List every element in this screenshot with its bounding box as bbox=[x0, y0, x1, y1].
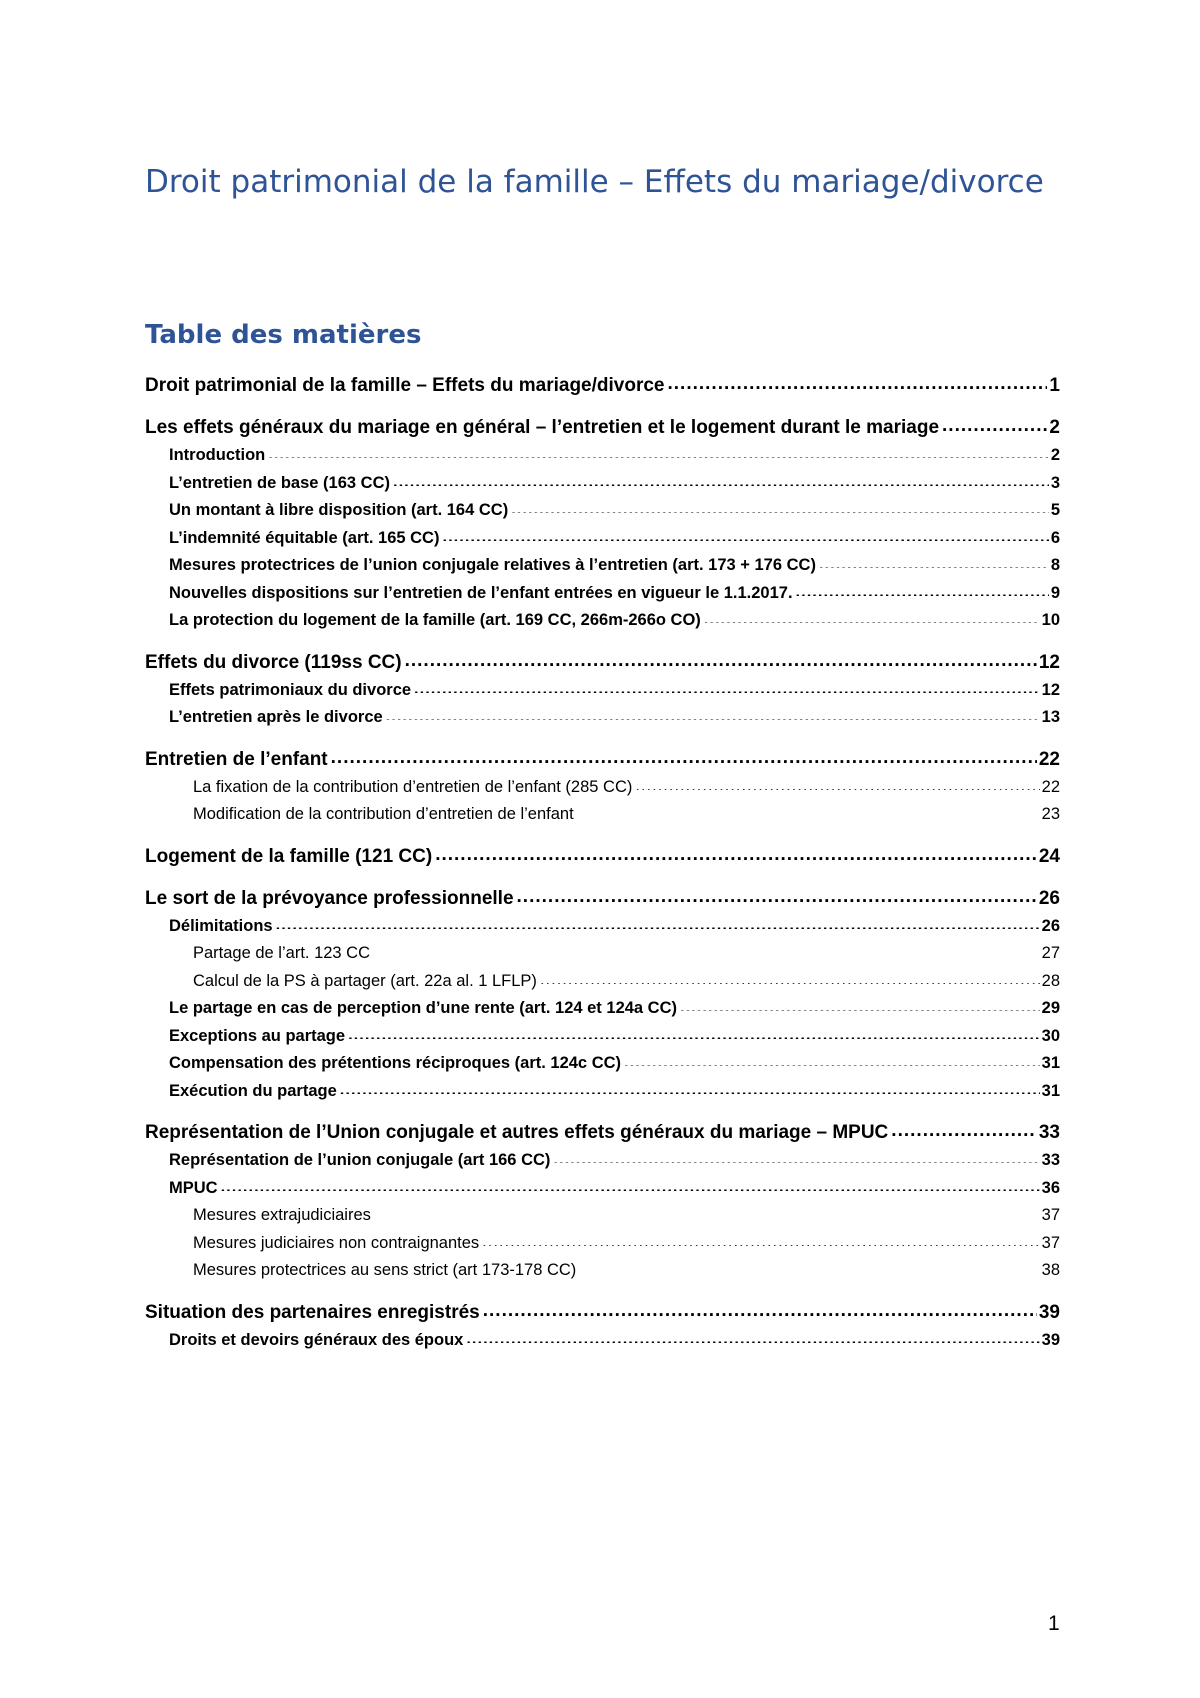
toc-dot-leader bbox=[819, 552, 1049, 569]
toc-entry-level-2[interactable] bbox=[145, 525, 1060, 553]
toc-entry-level-1[interactable] bbox=[145, 885, 1060, 913]
toc-entry-page: 37 bbox=[1041, 1206, 1060, 1224]
toc-dot-leader bbox=[374, 1202, 1040, 1219]
toc-entry-level-2[interactable] bbox=[145, 552, 1060, 580]
toc-entry-page: 27 bbox=[1041, 944, 1060, 962]
toc-entry-text: L’entretien après le divorce bbox=[169, 708, 383, 726]
toc-entry-text: Représentation de l’Union conjugale et autres effets généraux du mariage – MPUC bbox=[145, 1122, 889, 1143]
toc-entry-text: L’indemnité équitable (art. 165 CC) bbox=[169, 528, 440, 547]
toc-entry-text: Compensation des prétentions réciproques (art. 124c CC) bbox=[169, 1054, 622, 1072]
toc-entry-page: 31 bbox=[1041, 1054, 1060, 1072]
toc-entry-page: 2 bbox=[1049, 417, 1060, 438]
toc-entry-level-2[interactable] bbox=[145, 677, 1060, 705]
toc-dot-leader bbox=[276, 912, 1040, 929]
toc-dot-leader bbox=[340, 1077, 1040, 1094]
toc-entry-level-2[interactable] bbox=[145, 1078, 1060, 1106]
toc-entry-level-3[interactable] bbox=[145, 1257, 1060, 1285]
toc-entry-level-3[interactable] bbox=[145, 940, 1060, 968]
toc-dot-leader bbox=[796, 579, 1049, 596]
toc-entry-page: 33 bbox=[1041, 1151, 1060, 1169]
toc-heading: Table des matières bbox=[145, 320, 422, 350]
toc-entry-page: 38 bbox=[1041, 1261, 1060, 1279]
toc-entry-text: Le partage en cas de perception d’une rente (art. 124 et 124a CC) bbox=[169, 999, 678, 1017]
toc-entry-level-3[interactable] bbox=[145, 1202, 1060, 1230]
toc-entry-text: Nouvelles dispositions sur l’entretien de l’enfant entrées en vigueur le 1.1.2017. bbox=[169, 583, 793, 602]
toc-entry-text: La protection du logement de la famille (art. 169 CC, 266m-266o CO) bbox=[169, 611, 701, 629]
toc-entry-level-1[interactable] bbox=[145, 1119, 1060, 1147]
toc-dot-leader bbox=[466, 1326, 1039, 1343]
toc-dot-leader bbox=[624, 1050, 1040, 1067]
toc-entry-text: Droits et devoirs généraux des époux bbox=[169, 1330, 464, 1349]
toc-entry-level-2[interactable] bbox=[145, 580, 1060, 608]
toc-entry-text: Effets du divorce (119ss CC) bbox=[145, 651, 402, 673]
toc-entry-level-1[interactable] bbox=[145, 372, 1060, 400]
toc-dot-leader bbox=[435, 841, 1037, 860]
toc-entry-text: Situation des partenaires enregistrés bbox=[145, 1301, 480, 1323]
toc-entry-level-2[interactable] bbox=[145, 497, 1060, 525]
toc-entry-page: 26 bbox=[1038, 887, 1060, 909]
toc-entry-page: 31 bbox=[1041, 1081, 1060, 1100]
toc-entry-page: 1 bbox=[1049, 375, 1060, 396]
toc-entry-text: MPUC bbox=[169, 1178, 218, 1197]
toc-entry-level-1[interactable] bbox=[145, 649, 1060, 677]
toc-entry-text: Logement de la famille (121 CC) bbox=[145, 845, 433, 867]
toc-dot-leader bbox=[386, 704, 1040, 721]
toc-entry-level-1[interactable] bbox=[145, 1299, 1060, 1327]
toc-dot-leader bbox=[373, 940, 1040, 957]
toc-entry-page: 12 bbox=[1041, 680, 1060, 699]
toc-entry-text: L’entretien de base (163 CC) bbox=[169, 473, 390, 492]
toc-entry-level-2[interactable] bbox=[145, 1023, 1060, 1051]
toc-entry-page: 9 bbox=[1050, 583, 1060, 602]
toc-entry-level-2[interactable] bbox=[145, 1147, 1060, 1175]
toc-entry-text: Modification de la contribution d’entretien de l’enfant bbox=[193, 805, 574, 823]
toc-dot-leader bbox=[577, 801, 1040, 818]
toc-entry-page: 28 bbox=[1041, 971, 1060, 990]
toc-entry-page: 37 bbox=[1041, 1233, 1060, 1252]
toc-entry-text: Droit patrimonial de la famille – Effets du mariage/divorce bbox=[145, 375, 665, 396]
toc-entry-text: Les effets généraux du mariage en général – l’entretien et le logement durant le mariage bbox=[145, 417, 940, 438]
toc-entry-level-3[interactable] bbox=[145, 774, 1060, 802]
toc-dot-leader bbox=[511, 497, 1049, 514]
toc-entry-page: 26 bbox=[1041, 916, 1060, 935]
toc-dot-leader bbox=[635, 773, 1039, 790]
toc-dot-leader bbox=[540, 967, 1040, 984]
toc-entry-text: La fixation de la contribution d’entretien de l’enfant (285 CC) bbox=[193, 777, 633, 796]
toc-entry-page: 29 bbox=[1041, 999, 1060, 1017]
toc-entry-page: 36 bbox=[1041, 1178, 1060, 1197]
toc-entry-page: 22 bbox=[1041, 777, 1060, 796]
toc-entry-page: 30 bbox=[1041, 1026, 1060, 1045]
toc-dot-leader bbox=[891, 1117, 1037, 1136]
toc-entry-level-2[interactable] bbox=[145, 1327, 1060, 1355]
toc-entry-level-1[interactable] bbox=[145, 746, 1060, 774]
toc-entry-page: 23 bbox=[1041, 805, 1060, 823]
toc-entry-text: Entretien de l’enfant bbox=[145, 748, 328, 770]
toc-entry-level-3[interactable] bbox=[145, 801, 1060, 829]
toc-dot-leader bbox=[704, 607, 1040, 624]
toc-dot-leader bbox=[405, 647, 1037, 666]
toc-entry-text: Un montant à libre disposition (art. 164 CC) bbox=[169, 501, 509, 519]
toc-dot-leader bbox=[667, 370, 1047, 389]
toc-dot-leader bbox=[348, 1022, 1040, 1039]
toc-dot-leader bbox=[483, 1297, 1037, 1316]
toc-dot-leader bbox=[942, 412, 1047, 431]
toc-entry-text: Représentation de l’union conjugale (art 166 CC) bbox=[169, 1151, 551, 1169]
toc-entry-page: 39 bbox=[1038, 1301, 1060, 1323]
toc-dot-leader bbox=[553, 1147, 1039, 1164]
toc-entry-page: 39 bbox=[1041, 1330, 1060, 1349]
page-number: 1 bbox=[1048, 1612, 1060, 1635]
toc-entry-level-3[interactable] bbox=[145, 1230, 1060, 1258]
toc-entry-level-2[interactable] bbox=[145, 607, 1060, 635]
toc-entry-text: Calcul de la PS à partager (art. 22a al. 1 LFLP) bbox=[193, 971, 537, 990]
toc-entry-text: Mesures judiciaires non contraignantes bbox=[193, 1233, 480, 1252]
toc-entry-text: Mesures protectrices de l’union conjugale relatives à l’entretien (art. 173 + 176 CC) bbox=[169, 556, 816, 574]
toc-dot-leader bbox=[680, 995, 1040, 1012]
toc-entry-level-2[interactable] bbox=[145, 704, 1060, 732]
toc-entry-text: Mesures protectrices au sens strict (art 173-178 CC) bbox=[193, 1261, 577, 1279]
toc-entry-page: 2 bbox=[1050, 446, 1060, 464]
toc-entry-page: 24 bbox=[1038, 845, 1060, 867]
toc-entry-text: Mesures extrajudiciaires bbox=[193, 1206, 371, 1224]
toc-entry-level-2[interactable] bbox=[145, 470, 1060, 498]
toc-entry-level-2[interactable] bbox=[145, 442, 1060, 470]
toc-entry-level-3[interactable] bbox=[145, 968, 1060, 996]
toc-entry-page: 33 bbox=[1038, 1122, 1060, 1143]
toc-dot-leader bbox=[442, 524, 1048, 541]
toc-dot-leader bbox=[579, 1257, 1039, 1274]
toc-entry-text: Le sort de la prévoyance professionnelle bbox=[145, 887, 514, 909]
toc-dot-leader bbox=[331, 744, 1037, 763]
toc-dot-leader bbox=[414, 676, 1040, 693]
document-title: Droit patrimonial de la famille – Effets du mariage/divorce bbox=[145, 164, 1044, 200]
toc-entry-text: Partage de l’art. 123 CC bbox=[193, 944, 371, 962]
toc-entry-page: 10 bbox=[1041, 611, 1060, 629]
toc-entry-page: 3 bbox=[1050, 473, 1060, 492]
toc-entry-page: 6 bbox=[1050, 528, 1060, 547]
toc-dot-leader bbox=[517, 883, 1037, 902]
toc-entry-level-1[interactable] bbox=[145, 843, 1060, 871]
toc-entry-text: Introduction bbox=[169, 446, 266, 464]
toc-dot-leader bbox=[268, 442, 1049, 459]
toc-entry-level-2[interactable] bbox=[145, 913, 1060, 941]
toc-dot-leader bbox=[221, 1174, 1040, 1191]
toc-entry-page: 12 bbox=[1038, 651, 1060, 673]
table-of-contents bbox=[145, 372, 1060, 1354]
toc-entry-text: Effets patrimoniaux du divorce bbox=[169, 680, 412, 699]
toc-entry-level-1[interactable] bbox=[145, 414, 1060, 442]
toc-entry-page: 8 bbox=[1050, 556, 1060, 574]
toc-dot-leader bbox=[482, 1229, 1039, 1246]
toc-entry-page: 13 bbox=[1041, 708, 1060, 726]
toc-entry-page: 22 bbox=[1038, 748, 1060, 770]
toc-entry-text: Exceptions au partage bbox=[169, 1026, 346, 1045]
toc-entry-page: 5 bbox=[1050, 501, 1060, 519]
toc-entry-text: Exécution du partage bbox=[169, 1081, 337, 1100]
toc-entry-level-2[interactable] bbox=[145, 995, 1060, 1023]
toc-entry-level-2[interactable] bbox=[145, 1175, 1060, 1203]
toc-entry-text: Délimitations bbox=[169, 916, 273, 935]
toc-entry-level-2[interactable] bbox=[145, 1050, 1060, 1078]
toc-dot-leader bbox=[393, 469, 1049, 486]
